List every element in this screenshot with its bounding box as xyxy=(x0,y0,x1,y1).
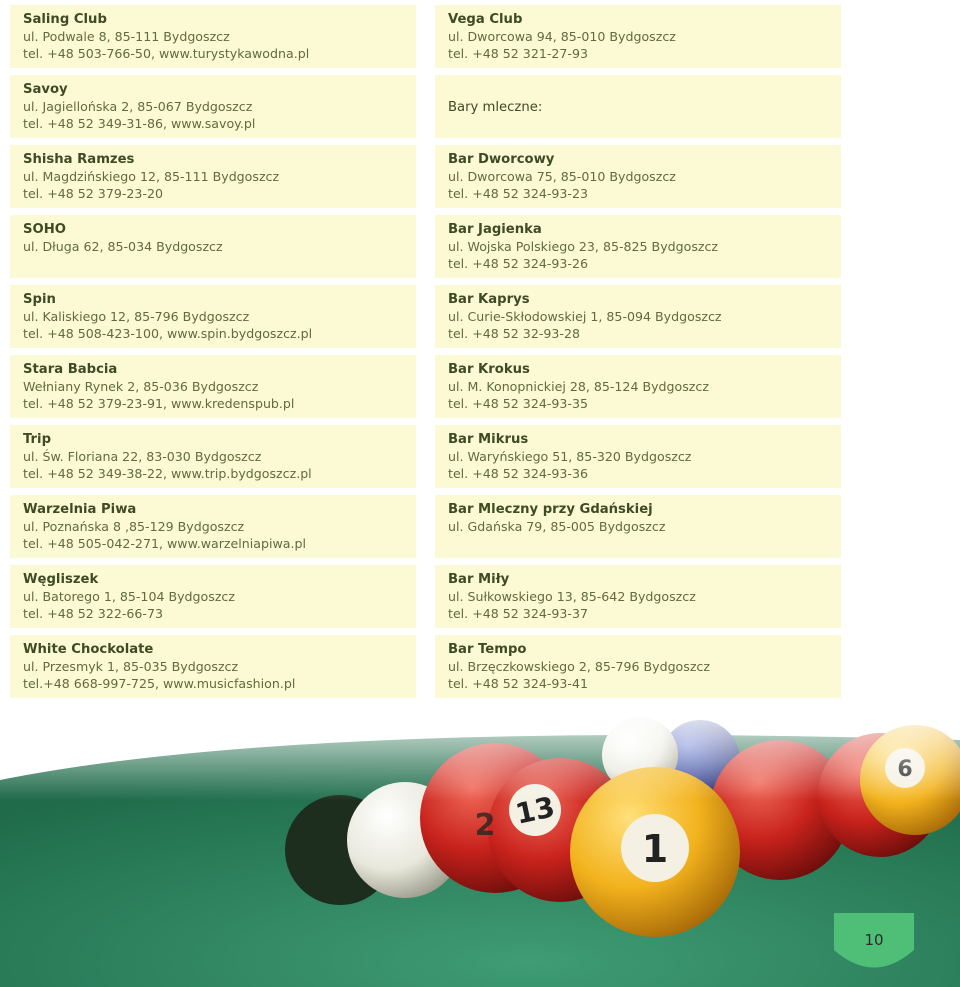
entry-address: ul. Magdzińskiego 12, 85-111 Bydgoszcz xyxy=(23,169,280,184)
list-item xyxy=(435,635,841,698)
list-item xyxy=(435,5,841,68)
entry-address: ul. Wojska Polskiego 23, 85-825 Bydgoszcz xyxy=(448,239,719,254)
entry-address: ul. Dworcowa 94, 85-010 Bydgoszcz xyxy=(448,29,676,44)
entry-address: ul. Podwale 8, 85-111 Bydgoszcz xyxy=(23,29,230,44)
entry-address: ul. Sułkowskiego 13, 85-642 Bydgoszcz xyxy=(448,589,696,604)
list-item xyxy=(10,145,416,208)
list-item xyxy=(435,565,841,628)
entry-name: Bar Krokus xyxy=(448,362,530,377)
entry-contact: tel. +48 505-042-271, www.warzelniapiwa.pl xyxy=(23,536,306,552)
entry-address: ul. Batorego 1, 85-104 Bydgoszcz xyxy=(23,589,235,604)
entry-address: ul. Gdańska 79, 85-005 Bydgoszcz xyxy=(448,519,666,534)
list-item xyxy=(10,565,416,628)
entry-contact: tel. +48 52 324-93-41 xyxy=(448,676,588,692)
list-item xyxy=(435,355,841,418)
section-heading-block xyxy=(435,75,841,138)
entry-name: Bar Jagienka xyxy=(448,222,542,237)
entry-contact: tel. +48 52 379-23-20 xyxy=(23,186,163,202)
list-item xyxy=(435,425,841,488)
list-item xyxy=(435,215,841,278)
billiard-balls-photo xyxy=(0,700,960,987)
entry-name: Bar Kaprys xyxy=(448,292,530,307)
entry-address: ul. Dworcowa 75, 85-010 Bydgoszcz xyxy=(448,169,676,184)
entry-contact: tel. +48 52 322-66-73 xyxy=(23,606,163,622)
entry-name: Savoy xyxy=(23,82,68,97)
entry-contact: tel. +48 52 349-31-86, www.savoy.pl xyxy=(23,116,256,132)
entry-contact: tel. +48 503-766-50, www.turystykawodna.pl xyxy=(23,46,310,62)
entry-contact: tel. +48 52 324-93-37 xyxy=(448,606,588,622)
entry-address: Wełniany Rynek 2, 85-036 Bydgoszcz xyxy=(23,379,259,394)
entry-name: Spin xyxy=(23,292,56,307)
entry-contact: tel. +48 52 321-27-93 xyxy=(448,46,588,62)
list-item xyxy=(435,145,841,208)
entry-contact: tel. +48 52 324-93-36 xyxy=(448,466,588,482)
entry-name: SOHO xyxy=(23,222,66,237)
photo-top-fade xyxy=(0,700,960,987)
entry-address: ul. Przesmyk 1, 85-035 Bydgoszcz xyxy=(23,659,239,674)
entry-address: ul. Św. Floriana 22, 83-030 Bydgoszcz xyxy=(23,449,262,464)
list-item xyxy=(10,285,416,348)
entry-name: Bar Dworcowy xyxy=(448,152,555,167)
entry-contact: tel. +48 52 349-38-22, www.trip.bydgoszcz.pl xyxy=(23,466,312,482)
list-item xyxy=(435,495,841,558)
entry-name: Bar Tempo xyxy=(448,642,527,657)
entry-address: ul. Jagiellońska 2, 85-067 Bydgoszcz xyxy=(23,99,253,114)
left-column xyxy=(10,5,416,705)
list-item xyxy=(10,5,416,68)
entry-address: ul. Kaliskiego 12, 85-796 Bydgoszcz xyxy=(23,309,250,324)
entry-address: ul. Długa 62, 85-034 Bydgoszcz xyxy=(23,239,223,254)
entry-address: ul. Waryńskiego 51, 85-320 Bydgoszcz xyxy=(448,449,692,464)
list-item xyxy=(10,425,416,488)
list-item xyxy=(10,635,416,698)
list-item xyxy=(435,285,841,348)
entry-address: ul. Poznańska 8 ,85-129 Bydgoszcz xyxy=(23,519,245,534)
page-number: 10 xyxy=(864,931,884,949)
entry-name: Bar Miły xyxy=(448,572,510,587)
entry-address: ul. Brzęczkowskiego 2, 85-796 Bydgoszcz xyxy=(448,659,710,674)
entry-name: Vega Club xyxy=(448,12,523,27)
entry-name: Shisha Ramzes xyxy=(23,152,135,167)
entry-contact: tel.+48 668-997-725, www.musicfashion.pl xyxy=(23,676,296,692)
entry-name: Bar Mikrus xyxy=(448,432,529,447)
entry-contact: tel. +48 52 324-93-35 xyxy=(448,396,588,412)
entry-name: Warzelnia Piwa xyxy=(23,502,137,517)
section-heading: Bary mleczne: xyxy=(448,100,543,115)
entry-name: Stara Babcia xyxy=(23,362,118,377)
entry-contact: tel. +48 52 324-93-23 xyxy=(448,186,588,202)
entry-name: White Chockolate xyxy=(23,642,154,657)
entry-address: ul. M. Konopnickiej 28, 85-124 Bydgoszcz xyxy=(448,379,709,394)
entry-name: Węgliszek xyxy=(23,572,99,587)
list-item xyxy=(10,215,416,278)
list-item xyxy=(10,495,416,558)
entry-name: Bar Mleczny przy Gdańskiej xyxy=(448,502,653,517)
entry-contact: tel. +48 508-423-100, www.spin.bydgoszcz.pl xyxy=(23,326,313,342)
right-column xyxy=(435,5,841,705)
list-item xyxy=(10,75,416,138)
entry-name: Saling Club xyxy=(23,12,107,27)
entry-address: ul. Curie-Skłodowskiej 1, 85-094 Bydgoszcz xyxy=(448,309,722,324)
entry-contact: tel. +48 52 324-93-26 xyxy=(448,256,588,272)
list-item xyxy=(10,355,416,418)
entry-name: Trip xyxy=(23,432,52,447)
entry-contact: tel. +48 52 32-93-28 xyxy=(448,326,580,342)
entry-contact: tel. +48 52 379-23-91, www.kredenspub.pl xyxy=(23,396,295,412)
